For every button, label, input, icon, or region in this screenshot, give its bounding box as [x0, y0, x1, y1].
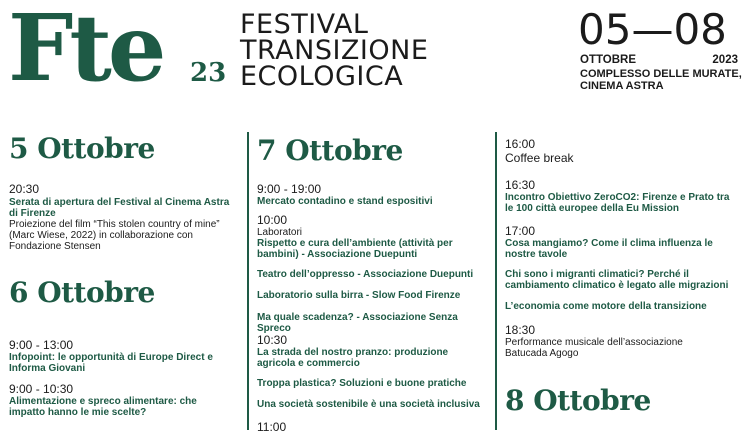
title-line-2: TRANSIZIONE — [240, 35, 429, 66]
column-divider-2 — [495, 132, 497, 430]
event-title-line: Teatro dell’oppresso - Associazione Duepunti — [257, 269, 474, 280]
event-time: 16:00 — [505, 137, 536, 151]
day-heading-5-ottobre: 5 Ottobre — [9, 132, 155, 165]
event-description-line: Proiezione del film “This stolen country of mine” — [9, 219, 220, 230]
event-title-line: L’economia come motore della transizione — [505, 301, 707, 312]
event-title: Coffee break — [505, 151, 574, 165]
event-time: 16:30 — [505, 178, 536, 192]
event-title-line: Laboratorio sulla birra - Slow Food Firenze — [257, 290, 461, 301]
festival-title — [240, 9, 429, 92]
event-time: 9:00 - 10:30 — [9, 382, 74, 396]
month-label: OTTOBRE — [580, 54, 637, 66]
event-title-line: Serata di apertura del Festival al Cinema Astra — [9, 197, 230, 208]
event-title-line: le 100 città europee della Eu Mission — [505, 203, 679, 214]
event-title-line: agricola e commercio — [257, 358, 360, 369]
event-title-line: Infopoint: le opportunità di Europe Direct e — [9, 352, 213, 363]
event-title-line: Alimentazione e spreco alimentare: che — [9, 396, 197, 407]
venue-line-2: CINEMA ASTRA — [580, 80, 664, 92]
event-title-line: Mercato contadino e stand espositivi — [257, 196, 433, 207]
day-heading-8-ottobre: 8 Ottobre — [505, 384, 651, 417]
event-title-line: di Firenze — [9, 208, 56, 219]
event-title-line: La strada del nostro pranzo: produzione — [257, 347, 449, 358]
event-time: 9:00 - 19:00 — [257, 182, 322, 196]
event-time: 9:00 - 13:00 — [9, 338, 74, 352]
event-time: 10:00 — [257, 213, 288, 227]
column-divider-1 — [247, 132, 249, 430]
event-description-line: Performance musicale dell’associazione — [505, 337, 683, 348]
day-heading-7-ottobre: 7 Ottobre — [257, 134, 403, 167]
event-title-line: Informa Giovani — [9, 363, 86, 374]
event-title-line: Troppa plastica? Soluzioni e buone pratiche — [257, 378, 467, 389]
venue-line-1: COMPLESSO DELLE MURATE, — [580, 68, 742, 80]
event-time: 11:00 — [257, 420, 287, 434]
event-title-line: Cosa mangiamo? Come il clima influenza le — [505, 238, 713, 249]
event-time: 18:30 — [505, 323, 536, 337]
event-title-line: Incontro Obiettivo ZeroCO2: Firenze e Prato tra — [505, 192, 730, 203]
event-title-line: cambiamento climatico è legato alle migrazioni — [505, 280, 729, 291]
day-heading-6-ottobre: 6 Ottobre — [9, 276, 155, 309]
year-label: 2023 — [712, 54, 738, 66]
event-time: 20:30 — [9, 182, 40, 196]
event-time: 10:30 — [257, 333, 288, 347]
title-line-3: ECOLOGICA — [240, 61, 404, 92]
event-title-line: Una società sostenibile è una società inclusiva — [257, 399, 480, 410]
event-title-line: Rispetto e cura dell’ambiente (attività per — [257, 238, 453, 249]
event-description-line: Fondazione Stensen — [9, 241, 101, 252]
logo-year-number: 23 — [190, 58, 227, 88]
festival-logo: Fte — [8, 0, 163, 102]
month-year-row — [580, 54, 738, 66]
event-description-line: (Marc Wiese, 2022) in collaborazione con — [9, 230, 193, 241]
event-title-line: bambini) - Associazione Duepunti — [257, 249, 418, 260]
festival-dates: 05—08 — [578, 5, 727, 54]
title-line-1: FESTIVAL — [240, 9, 369, 40]
event-description-line: Batucada Agogo — [505, 348, 579, 359]
event-subheading: Laboratori — [257, 227, 303, 238]
event-title-line: impatto hanno le mie scelte? — [9, 407, 147, 418]
venue — [580, 68, 750, 92]
event-title-line: nostre tavole — [505, 249, 568, 260]
event-title-line: Ma quale scadenza? - Associazione Senza Spreco — [257, 312, 458, 334]
event-time: 17:00 — [505, 224, 536, 238]
event-title-line: Chi sono i migranti climatici? Perché il — [505, 269, 689, 280]
